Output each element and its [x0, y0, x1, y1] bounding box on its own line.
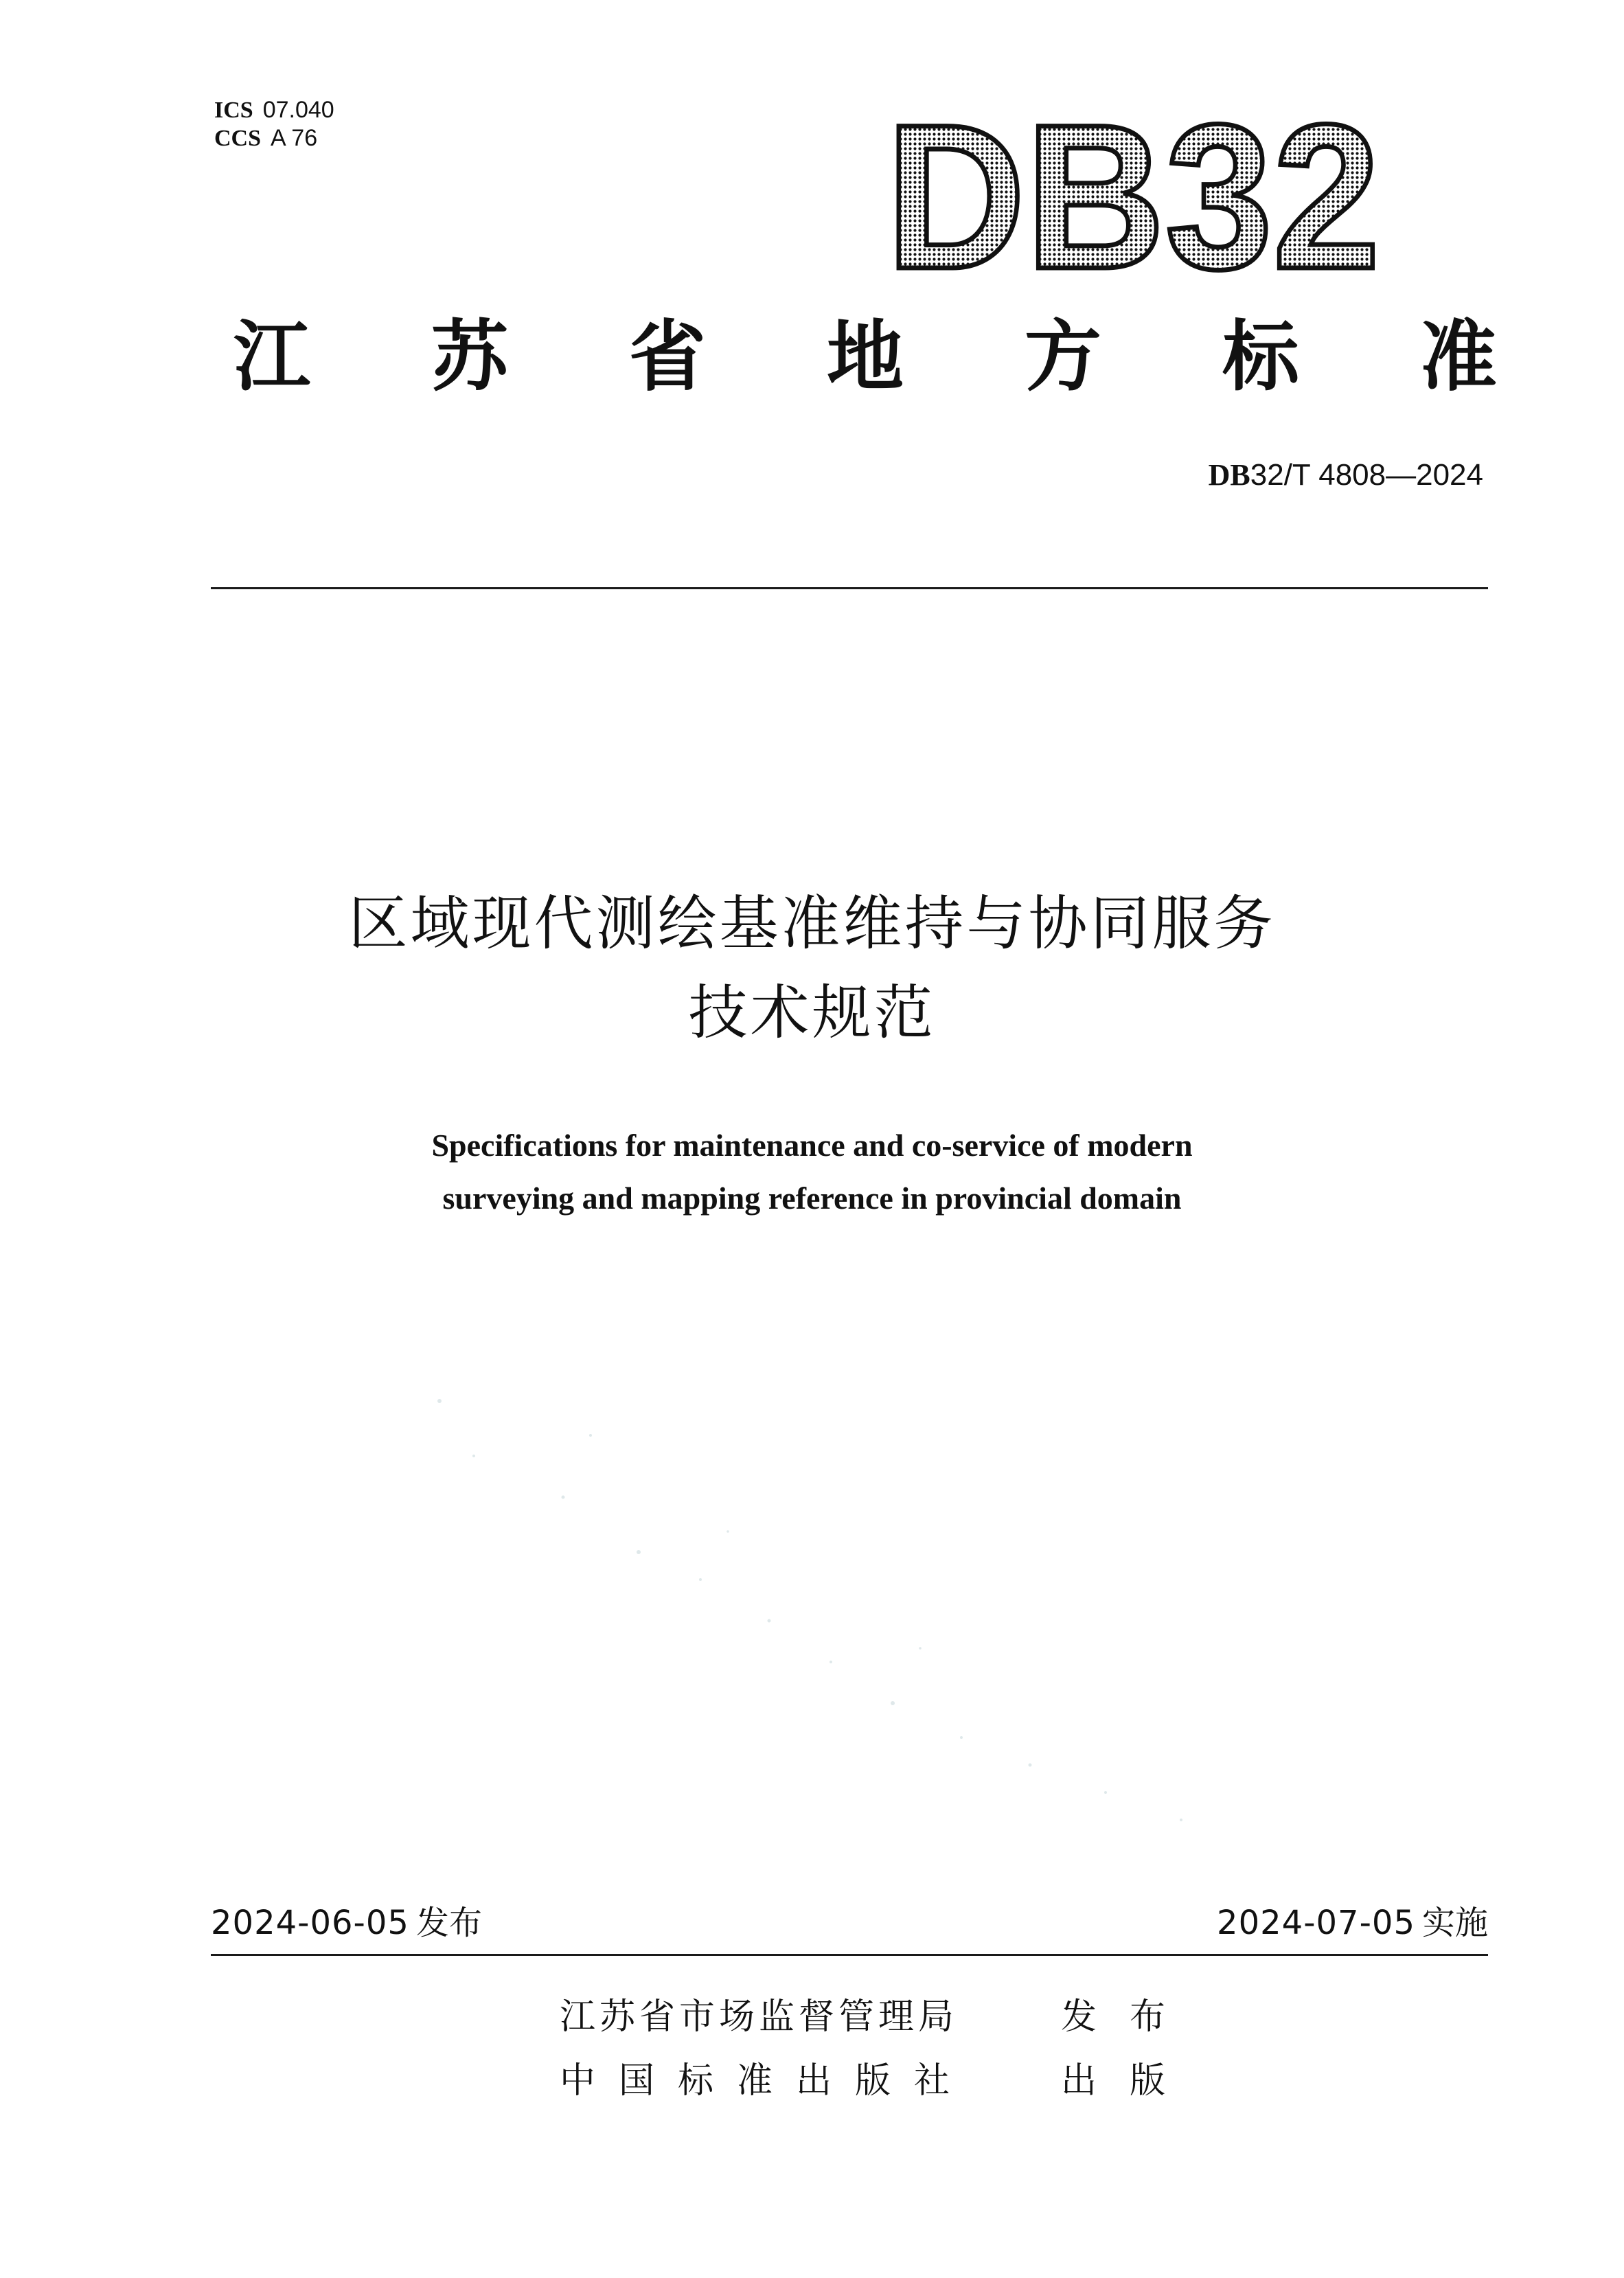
- publisher-role: 发布: [1061, 1996, 1199, 2038]
- background-specks: [412, 1374, 1305, 1854]
- ccs-value: A 76: [271, 125, 318, 151]
- ics-label: ICS: [214, 98, 253, 123]
- province-title-char: 准: [1420, 312, 1497, 402]
- implementation-date-value: 2024-07-05: [1217, 1904, 1415, 1942]
- top-divider: [211, 587, 1488, 589]
- implementation-date-word: 实施: [1421, 1904, 1488, 1942]
- title-en-line2: surveying and mapping reference in provincial domain: [442, 1181, 1182, 1216]
- classification-codes: [214, 96, 334, 152]
- province-title-char: 苏: [431, 312, 508, 402]
- province-title-char: 地: [827, 312, 904, 402]
- publisher-name: 江苏省市场监督管理局: [560, 1996, 959, 2038]
- db32-logo: [879, 103, 1387, 288]
- db32-logo-text: DB32: [886, 103, 1380, 288]
- standard-number: [1209, 457, 1483, 493]
- province-title-char: 省: [629, 312, 706, 402]
- publisher-row: [560, 1995, 1198, 2039]
- province-title-char: 方: [1025, 312, 1101, 402]
- standard-number-prefix: DB: [1208, 458, 1250, 492]
- issue-date-value: 2024-06-05: [211, 1904, 409, 1942]
- title-cn-line2: 技术规范: [688, 979, 936, 1047]
- title-en-line1: Specifications for maintenance and co-service of modern: [431, 1128, 1193, 1163]
- issue-date-word: 发布: [415, 1904, 482, 1942]
- publisher-role: 出版: [1061, 2060, 1199, 2102]
- issue-date: [211, 1902, 482, 1944]
- province-title-char: 标: [1222, 312, 1299, 402]
- ccs-code: [214, 124, 334, 152]
- ccs-label: CCS: [214, 126, 262, 151]
- publisher-name: 中国标准出版社: [560, 2060, 974, 2102]
- implementation-date: [1217, 1902, 1488, 1944]
- province-title-char: 江: [233, 312, 310, 402]
- title-cn-line1: 区域现代测绘基准维持与协同服务: [348, 889, 1276, 958]
- ics-code: [214, 96, 334, 124]
- bottom-divider: [211, 1954, 1488, 1956]
- standard-number-rest: 32/T 4808—2024: [1250, 458, 1483, 492]
- ics-value: 07.040: [262, 97, 334, 123]
- province-standard-title: [233, 312, 1497, 402]
- publisher-row: [560, 2059, 1198, 2103]
